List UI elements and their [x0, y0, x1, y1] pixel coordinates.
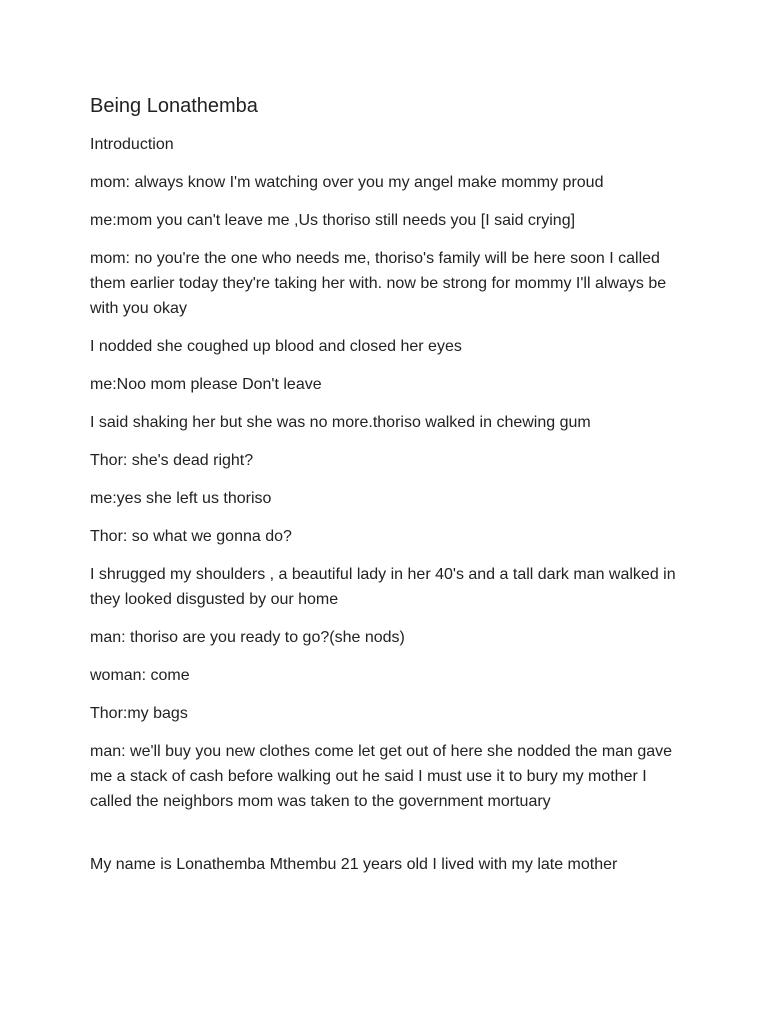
paragraph: man: we'll buy you new clothes come let get out of here she nodded the man gave me a stack of cash before walking out he said I must use it to bury my mother I called the neighbors mom was taken to the government mortuary — [90, 743, 673, 810]
paragraph: me:mom you can't leave me ,Us thoriso still needs you [I said crying] — [90, 212, 576, 229]
paragraph: Thor: so what we gonna do? — [90, 528, 292, 545]
paragraph: Thor: she's dead right? — [90, 452, 254, 469]
paragraph: mom: no you're the one who needs me, thoriso's family will be here soon I called them earlier today they're taking her with. now be strong for mommy I'll always be with you okay — [90, 250, 667, 317]
paragraph: My name is Lonathemba Mthembu 21 years old I lived with my late mother — [90, 856, 618, 873]
paragraph: I shrugged my shoulders , a beautiful lady in her 40's and a tall dark man walked in they looked disgusted by our home — [90, 566, 676, 608]
document-body — [90, 92, 690, 890]
paragraph: I nodded she coughed up blood and closed her eyes — [90, 338, 462, 355]
paragraph-spacer — [90, 827, 690, 852]
paragraph-introduction: Introduction — [90, 136, 174, 153]
paragraph: I said shaking her but she was no more.thoriso walked in chewing gum — [90, 414, 591, 431]
paragraph: mom: always know I'm watching over you my angel make mommy proud — [90, 174, 604, 191]
paragraph: Thor:my bags — [90, 705, 188, 722]
paragraph: me:Noo mom please Don't leave — [90, 376, 322, 393]
paragraph: woman: come — [90, 667, 190, 684]
paragraph: man: thoriso are you ready to go?(she nods) — [90, 629, 405, 646]
paragraph: me:yes she left us thoriso — [90, 490, 272, 507]
document-title: Being Lonathemba — [90, 95, 258, 117]
